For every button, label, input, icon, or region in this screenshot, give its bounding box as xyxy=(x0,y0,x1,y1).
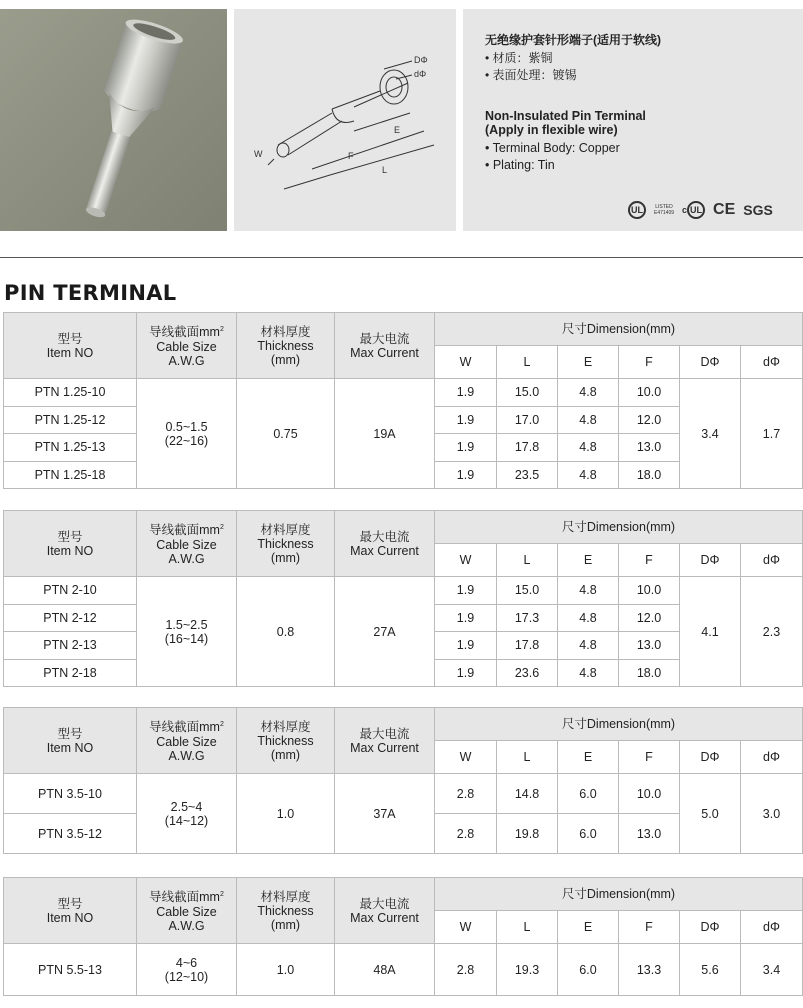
item-no: PTN 3.5-10 xyxy=(4,774,137,814)
label-d: dΦ xyxy=(414,69,427,79)
header-col-3: F xyxy=(619,544,680,577)
label-L: L xyxy=(382,165,388,175)
header-current-en: Max Current xyxy=(350,543,419,558)
cul-logo-icon: c UL xyxy=(682,201,705,219)
header-cable-en: Cable Size xyxy=(156,734,217,749)
en-title-2: (Apply in flexible wire) xyxy=(485,123,618,137)
dim-L: 15.0 xyxy=(497,379,558,407)
header-col-4: DΦ xyxy=(680,544,741,577)
header-col-5: dΦ xyxy=(741,346,803,379)
dim-E: 4.8 xyxy=(558,406,619,434)
dim-E: 6.0 xyxy=(558,774,619,814)
dim-W: 1.9 xyxy=(435,659,497,687)
spec-table-2 xyxy=(3,510,803,687)
dim-E: 6.0 xyxy=(558,814,619,854)
cable-size: 0.5~1.5 (22~16) xyxy=(137,379,237,489)
header-col-5: dΦ xyxy=(741,911,803,944)
header-thickness-en: Thickness xyxy=(257,338,314,353)
dim-W: 1.9 xyxy=(435,434,497,462)
ul-logo-icon: UL xyxy=(628,201,646,219)
header-col-1: L xyxy=(497,544,558,577)
item-no: PTN 1.25-13 xyxy=(4,434,137,462)
header-thickness xyxy=(237,878,335,944)
header-cable-sup: 2 xyxy=(219,891,224,899)
product-photo xyxy=(0,9,227,231)
cable-size: 2.5~4 (14~12) xyxy=(137,774,237,854)
header-thickness-en: Thickness xyxy=(257,903,314,918)
dim-F: 13.0 xyxy=(619,632,680,660)
header-current-zh: 最大电流 xyxy=(359,896,410,911)
table-row xyxy=(4,577,803,605)
dim-L: 14.8 xyxy=(497,774,558,814)
spec-table-4 xyxy=(3,877,803,996)
dim-F: 18.0 xyxy=(619,461,680,489)
header-col-4: DΦ xyxy=(680,741,741,774)
dim-E: 4.8 xyxy=(558,659,619,687)
dim-d: 3.4 xyxy=(741,944,803,996)
divider xyxy=(0,257,803,258)
dim-L: 19.8 xyxy=(497,814,558,854)
header-thickness-zh: 材料厚度 xyxy=(260,522,311,537)
header-cable-sup: 2 xyxy=(219,524,224,532)
dim-F: 10.0 xyxy=(619,774,680,814)
dim-W: 1.9 xyxy=(435,604,497,632)
dim-L: 17.3 xyxy=(497,604,558,632)
header-item-en: Item NO xyxy=(46,345,94,360)
header-col-4: DΦ xyxy=(680,346,741,379)
header-item-zh: 型号 xyxy=(57,726,83,741)
header-item xyxy=(4,511,137,577)
thickness: 1.0 xyxy=(237,944,335,996)
header-col-1: L xyxy=(497,741,558,774)
header-cable-zh: 导线截面mm xyxy=(149,523,220,538)
dim-L: 17.8 xyxy=(497,632,558,660)
dim-d: 1.7 xyxy=(741,379,803,489)
header-item-en: Item NO xyxy=(46,740,94,755)
header-item xyxy=(4,708,137,774)
dim-D: 5.6 xyxy=(680,944,741,996)
item-no: PTN 5.5-13 xyxy=(4,944,137,996)
header-thickness-unit: (mm) xyxy=(270,917,301,932)
table-row xyxy=(4,944,803,996)
header-col-2: E xyxy=(558,544,619,577)
certification-row xyxy=(628,201,773,219)
header-cable-en: Cable Size xyxy=(156,339,217,354)
header-thickness-unit: (mm) xyxy=(270,747,301,762)
dim-F: 12.0 xyxy=(619,604,680,632)
header-thickness xyxy=(237,511,335,577)
max-current: 48A xyxy=(335,944,435,996)
header-thickness-unit: (mm) xyxy=(270,352,301,367)
max-current: 19A xyxy=(335,379,435,489)
header-current-en: Max Current xyxy=(350,740,419,755)
cable-size: 1.5~2.5 (16~14) xyxy=(137,577,237,687)
dim-D: 4.1 xyxy=(680,577,741,687)
header-cable-awg: A.W.G xyxy=(168,551,205,566)
dim-W: 1.9 xyxy=(435,461,497,489)
dim-E: 4.8 xyxy=(558,577,619,605)
header-item xyxy=(4,878,137,944)
header-dimension: 尺寸Dimension(mm) xyxy=(435,708,803,741)
dim-L: 17.0 xyxy=(497,406,558,434)
label-E: E xyxy=(394,125,401,135)
dim-L: 15.0 xyxy=(497,577,558,605)
header-current xyxy=(335,878,435,944)
dimension-diagram xyxy=(234,9,456,231)
en-title-1: Non-Insulated Pin Terminal xyxy=(485,109,646,123)
dim-L: 17.8 xyxy=(497,434,558,462)
header-dimension: 尺寸Dimension(mm) xyxy=(435,511,803,544)
header-col-2: E xyxy=(558,911,619,944)
ce-mark-icon: CE xyxy=(713,201,736,218)
header-current-zh: 最大电流 xyxy=(359,331,410,346)
label-F: F xyxy=(348,151,354,161)
header-current xyxy=(335,708,435,774)
dim-F: 10.0 xyxy=(619,379,680,407)
header-cable-sup: 2 xyxy=(219,326,224,334)
header-current-en: Max Current xyxy=(350,345,419,360)
dim-F: 13.0 xyxy=(619,814,680,854)
dim-E: 4.8 xyxy=(558,434,619,462)
header-cable xyxy=(137,878,237,944)
header-thickness-en: Thickness xyxy=(257,536,314,551)
header-col-0: W xyxy=(435,544,497,577)
label-D: DΦ xyxy=(414,55,428,65)
dim-W: 1.9 xyxy=(435,632,497,660)
header-current xyxy=(335,511,435,577)
item-no: PTN 1.25-10 xyxy=(4,379,137,407)
header-item-en: Item NO xyxy=(46,543,94,558)
item-no: PTN 2-10 xyxy=(4,577,137,605)
header-thickness xyxy=(237,708,335,774)
dim-W: 2.8 xyxy=(435,774,497,814)
spec-table-3 xyxy=(3,707,803,854)
header-cable xyxy=(137,708,237,774)
item-no: PTN 2-13 xyxy=(4,632,137,660)
header-col-3: F xyxy=(619,741,680,774)
header-cable-zh: 导线截面mm xyxy=(149,890,220,905)
item-no: PTN 2-12 xyxy=(4,604,137,632)
header-item-en: Item NO xyxy=(46,910,94,925)
dim-d: 3.0 xyxy=(741,774,803,854)
spec-table-1 xyxy=(3,312,803,489)
dim-D: 3.4 xyxy=(680,379,741,489)
thickness: 0.75 xyxy=(237,379,335,489)
header-current-zh: 最大电流 xyxy=(359,529,410,544)
dim-F: 13.0 xyxy=(619,434,680,462)
dim-F: 12.0 xyxy=(619,406,680,434)
header-col-2: E xyxy=(558,741,619,774)
header-item-zh: 型号 xyxy=(57,331,83,346)
dim-W: 1.9 xyxy=(435,406,497,434)
header-thickness-zh: 材料厚度 xyxy=(260,889,311,904)
spec-panel xyxy=(463,9,803,231)
section-title: PIN TERMINAL xyxy=(4,281,177,305)
header-col-1: L xyxy=(497,911,558,944)
technical-drawing xyxy=(234,9,456,231)
label-W: W xyxy=(254,149,263,159)
item-no: PTN 1.25-12 xyxy=(4,406,137,434)
header-col-0: W xyxy=(435,911,497,944)
header-col-1: L xyxy=(497,346,558,379)
header-col-0: W xyxy=(435,741,497,774)
thickness: 1.0 xyxy=(237,774,335,854)
dim-W: 1.9 xyxy=(435,379,497,407)
header-cable-awg: A.W.G xyxy=(168,353,205,368)
cable-size: 4~6 (12~10) xyxy=(137,944,237,996)
dim-E: 4.8 xyxy=(558,604,619,632)
header-cable-en: Cable Size xyxy=(156,904,217,919)
dim-D: 5.0 xyxy=(680,774,741,854)
header-cable-zh: 导线截面mm xyxy=(149,325,220,340)
dim-F: 13.3 xyxy=(619,944,680,996)
max-current: 27A xyxy=(335,577,435,687)
table-row xyxy=(4,774,803,814)
pin-terminal-photo-icon xyxy=(0,9,227,231)
header-dimension: 尺寸Dimension(mm) xyxy=(435,313,803,346)
header-current xyxy=(335,313,435,379)
dim-F: 10.0 xyxy=(619,577,680,605)
header-thickness-zh: 材料厚度 xyxy=(260,719,311,734)
header-item-zh: 型号 xyxy=(57,529,83,544)
dim-E: 6.0 xyxy=(558,944,619,996)
header-col-3: F xyxy=(619,346,680,379)
zh-material: • 材质：紫铜 xyxy=(485,51,553,65)
header-cable-awg: A.W.G xyxy=(168,748,205,763)
header-thickness-en: Thickness xyxy=(257,733,314,748)
item-no: PTN 1.25-18 xyxy=(4,461,137,489)
dim-L: 23.5 xyxy=(497,461,558,489)
zh-title: 无绝缘护套针形端子(适用于软线) xyxy=(485,33,661,47)
header-item-zh: 型号 xyxy=(57,896,83,911)
header-cable-zh: 导线截面mm xyxy=(149,720,220,735)
header-cable xyxy=(137,313,237,379)
header-thickness xyxy=(237,313,335,379)
dim-W: 1.9 xyxy=(435,577,497,605)
dim-L: 23.6 xyxy=(497,659,558,687)
header-item xyxy=(4,313,137,379)
header-thickness-unit: (mm) xyxy=(270,550,301,565)
table-row xyxy=(4,379,803,407)
dim-E: 4.8 xyxy=(558,632,619,660)
max-current: 37A xyxy=(335,774,435,854)
dim-E: 4.8 xyxy=(558,461,619,489)
en-plating: • Plating: Tin xyxy=(485,158,555,172)
header-cable-sup: 2 xyxy=(219,721,224,729)
header-cable-awg: A.W.G xyxy=(168,918,205,933)
header-col-0: W xyxy=(435,346,497,379)
dim-d: 2.3 xyxy=(741,577,803,687)
header-col-2: E xyxy=(558,346,619,379)
header-thickness-zh: 材料厚度 xyxy=(260,324,311,339)
dim-F: 18.0 xyxy=(619,659,680,687)
header-col-3: F xyxy=(619,911,680,944)
header-dimension: 尺寸Dimension(mm) xyxy=(435,878,803,911)
ul-listed-mark: LISTED E471409 xyxy=(654,204,675,216)
zh-plating: • 表面处理：镀锡 xyxy=(485,68,577,82)
header-col-4: DΦ xyxy=(680,911,741,944)
header-cable-en: Cable Size xyxy=(156,537,217,552)
dim-L: 19.3 xyxy=(497,944,558,996)
header-current-en: Max Current xyxy=(350,910,419,925)
header-col-5: dΦ xyxy=(741,741,803,774)
header-cable xyxy=(137,511,237,577)
item-no: PTN 3.5-12 xyxy=(4,814,137,854)
dim-E: 4.8 xyxy=(558,379,619,407)
sgs-mark-icon: SGS xyxy=(743,202,773,218)
en-body: • Terminal Body: Copper xyxy=(485,141,620,155)
thickness: 0.8 xyxy=(237,577,335,687)
dim-W: 2.8 xyxy=(435,944,497,996)
header-col-5: dΦ xyxy=(741,544,803,577)
header-current-zh: 最大电流 xyxy=(359,726,410,741)
dim-W: 2.8 xyxy=(435,814,497,854)
item-no: PTN 2-18 xyxy=(4,659,137,687)
